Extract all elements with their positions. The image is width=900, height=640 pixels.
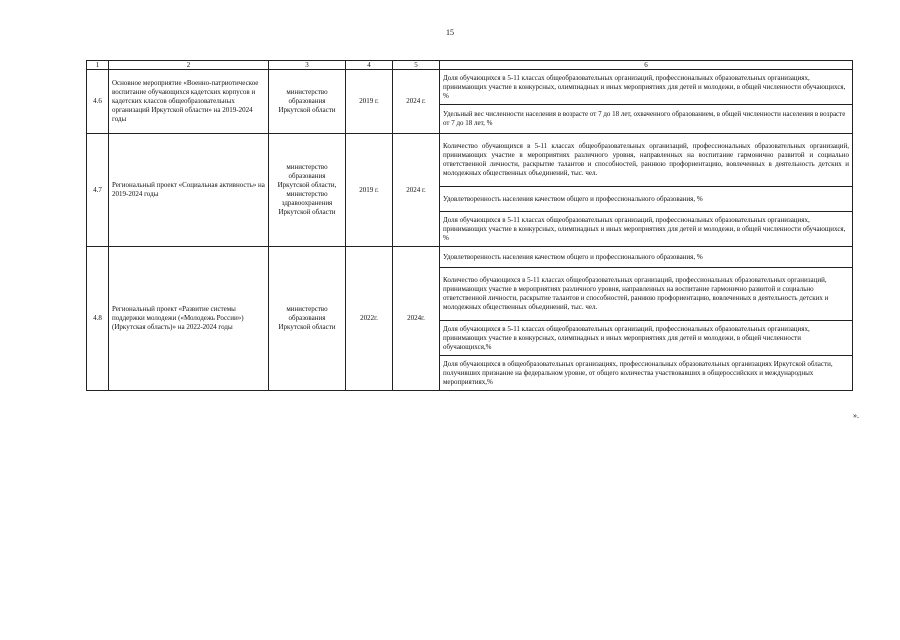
table-row [87,70,853,105]
row-number: 4.6 [87,70,109,134]
indicator: Доля обучающихся в 5-11 классах общеобразовательных организаций, профессиональных образовательных организациях, принимающих участие в конкурсных, олимпиадных и иных мероприятиях для детей и молодежи, в общей численности обучающихся,% [440,321,853,356]
page-number: 15 [446,28,454,37]
event-name: Региональный проект «Социальная активность» на 2019-2024 годы [109,134,269,247]
indicator: Удовлетворенность населения качеством общего и профессионального образования, % [440,187,853,212]
end-year: 2024 г. [393,134,440,247]
end-year: 2024г. [393,247,440,391]
event-name: Региональный проект «Развитие системы поддержки молодежи («Молодежь России») (Иркутская область)» на 2022-2024 годы [109,247,269,391]
indicator: Доля обучающихся в общеобразовательных организациях, профессиональных образовательных организациях Иркутской области, получивших признание на федеральном уровне, от общего количества участвовавших в общероссийских и международных мероприятиях,% [440,356,853,391]
start-year: 2022г. [346,247,393,391]
header-col-5: 5 [393,61,440,70]
indicator: Доля обучающихся в 5-11 классах общеобразовательных организаций, профессиональных образовательных организациях, принимающих участие в конкурсных, олимпиадных и иных мероприятиях для детей и молодежи, в общей численности обучающихся, % [440,212,853,247]
program-table [86,60,853,391]
end-year: 2024 г. [393,70,440,134]
header-col-4: 4 [346,61,393,70]
executor: министерство образования Иркутской области, министерство здравоохранения Иркутской области [269,134,346,247]
indicator: Удельный вес численности населения в возрасте от 7 до 18 лет, охваченного образованием, в общей численности населения в возрасте от 7 до 18 лет, % [440,105,853,134]
row-number: 4.8 [87,247,109,391]
indicator: Количество обучающихся в 5-11 классах общеобразовательных организаций, профессиональных образовательных организаций, принимающих участие в мероприятиях различного уровня, направленных на воспитание гармонично развитой и социально ответственной личности, раскрытие талантов и способностей, раннюю профориентацию, вовлеченных в деятельность детских и молодежных общественных объединений, тыс. чел. [440,268,853,321]
indicator: Количество обучающихся в 5-11 классах общеобразовательных организаций, профессиональных образовательных организаций, принимающих участие в мероприятиях различного уровня, направленных на воспитание гармонично развитой и социально ответственной личности, раскрытие талантов и способностей, раннюю профориентацию, вовлеченных в деятельность детских и молодежных общественных объединений, тыс. чел. [440,134,853,187]
indicator: Доля обучающихся в 5-11 классах общеобразовательных организаций, профессиональных образовательных организациях, принимающих участие в конкурсных, олимпиадных и иных мероприятиях для детей и молодежи, в общей численности обучающихся, % [440,70,853,105]
event-name: Основное мероприятие «Военно-патриотическое воспитание обучающихся кадетских корпусов и кадетских классов общеобразовательных организаций Иркутской области» на 2019-2024 годы [109,70,269,134]
closing-quote-mark: ». [853,411,859,420]
header-col-2: 2 [109,61,269,70]
header-col-3: 3 [269,61,346,70]
row-number: 4.7 [87,134,109,247]
start-year: 2019 г. [346,134,393,247]
table-row [87,247,853,268]
header-col-1: 1 [87,61,109,70]
executor: министерство образования Иркутской области [269,247,346,391]
indicator: Удовлетворенность населения качеством общего и профессионального образования, % [440,247,853,268]
start-year: 2019 г. [346,70,393,134]
table-row [87,134,853,187]
header-row [87,61,853,70]
header-col-6: 6 [440,61,853,70]
executor: министерство образования Иркутской области [269,70,346,134]
